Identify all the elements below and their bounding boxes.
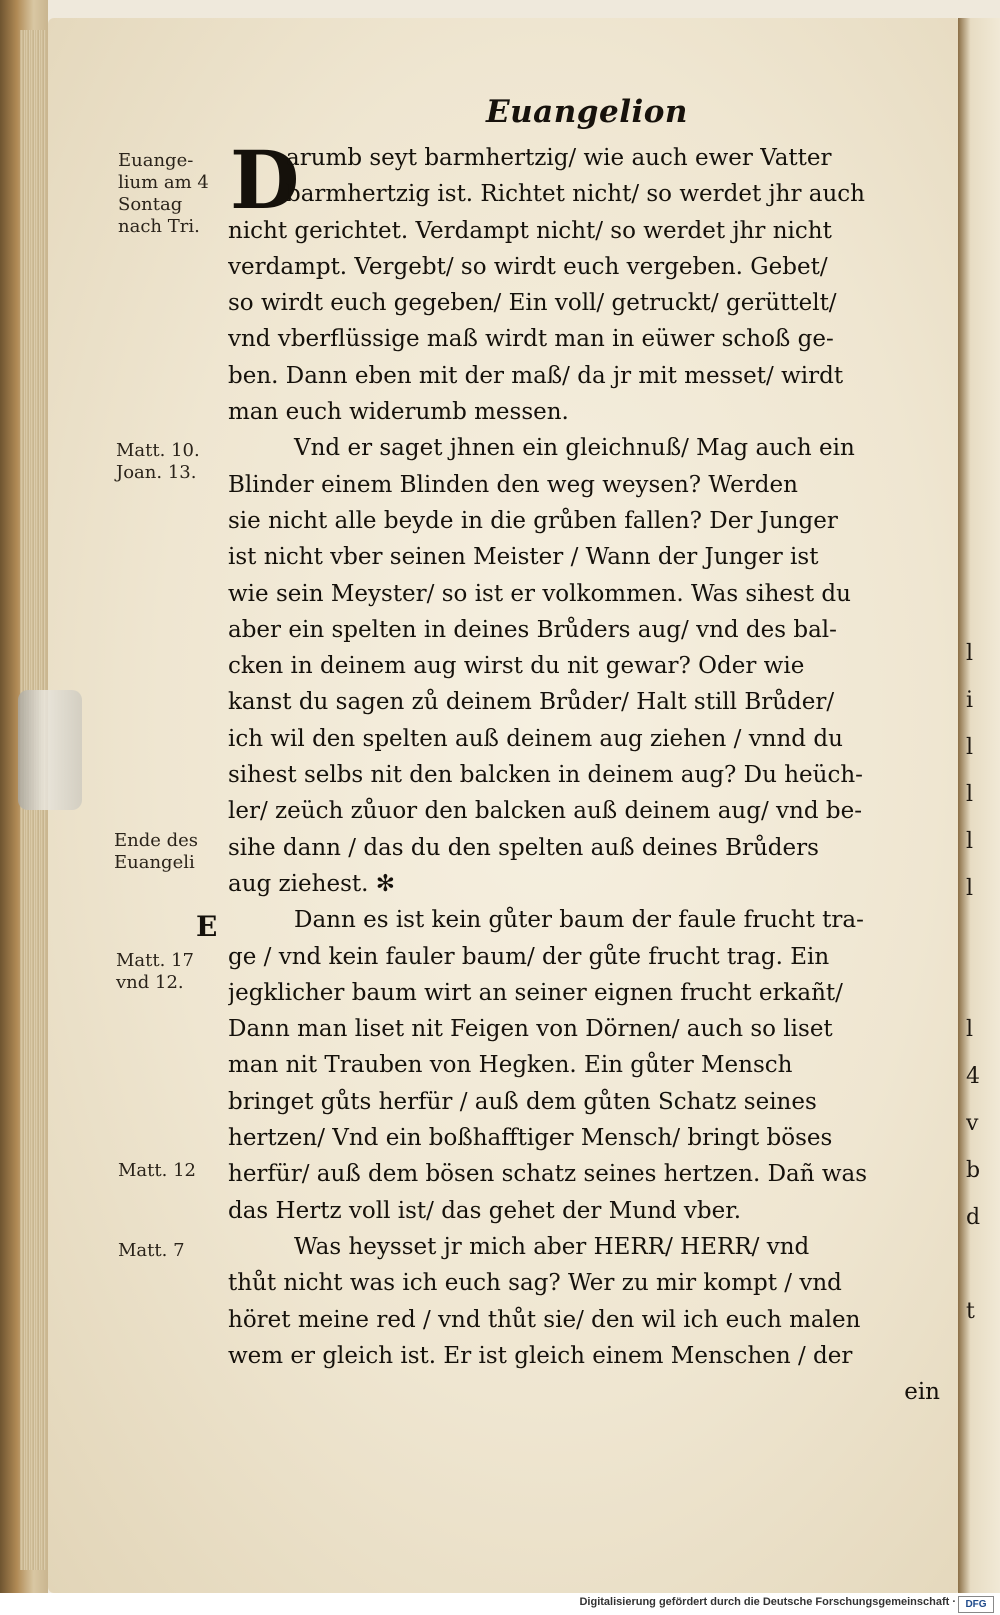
text-line: aug ziehest. ✻ <box>228 870 396 897</box>
text-line: Vnd er saget jhnen ein gleichnuß/ Mag auch ein <box>294 435 855 462</box>
text-line: verdampt. Vergebt/ so wirdt euch vergeben. Gebet/ <box>228 253 828 280</box>
text-line: ge / vnd kein fauler baum/ der gůte frucht trag. Ein <box>228 943 830 970</box>
footer-bar <box>0 1593 1000 1615</box>
text-line: sihest selbs nit den balcken in deinem aug? Du heüch- <box>228 762 863 789</box>
text-line: man nit Trauben von Hegken. Ein gůter Mensch <box>228 1052 793 1079</box>
text-line: man euch widerumb messen. <box>228 399 569 426</box>
text-line: bringet gůts herfür / auß dem gůten Schatz seines <box>228 1088 817 1115</box>
margin-note-reference: Matt. 17 vnd 12. <box>116 950 194 993</box>
text-line: arumb seyt barmhertzig/ wie auch ewer Vatter <box>286 145 832 171</box>
text-line: aber ein spelten in deines Brůders aug/ vnd des bal- <box>228 616 837 643</box>
margin-note-reference: Matt. 10. Joan. 13. <box>116 440 200 483</box>
text-line: höret meine red / vnd thůt sie/ den wil ich euch malen <box>228 1306 861 1333</box>
margin-note-reference: Matt. 7 <box>118 1240 185 1261</box>
text-line: jegklicher baum wirt an seiner eignen frucht erkañt/ <box>228 979 843 1006</box>
text-line: sihe dann / das du den spelten auß deines Brůders <box>228 834 819 861</box>
text-line: barmhertzig ist. Richtet nicht/ so werdet jhr auch <box>286 181 865 208</box>
text-line: so wirdt euch gegeben/ Ein voll/ getruckt/ gerüttelt/ <box>228 290 837 317</box>
margin-note-reference: Matt. 12 <box>118 1160 196 1181</box>
text-line: ben. Dann eben mit der maß/ da jr mit messet/ wirdt <box>228 362 844 389</box>
text-line: Dann man liset nit Feigen von Dörnen/ auch so liset <box>228 1016 833 1043</box>
text-line: vnd vberflüssige maß wirdt man in eüwer schoß ge- <box>228 326 834 353</box>
gospel-marker: E <box>196 910 218 943</box>
catchword: ein <box>904 1379 940 1406</box>
text-line: kanst du sagen zů deinem Brůder/ Halt still Brůder/ <box>228 689 835 716</box>
text-line: ich wil den spelten auß deinem aug ziehen / vnnd du <box>228 725 843 752</box>
text-line: ler/ zeüch zůuor den balcken auß deinem aug/ vnd be- <box>228 798 862 825</box>
text-line: cken in deinem aug wirst du nit gewar? Oder wie <box>228 653 805 680</box>
text-line: Blinder einem Blinden den weg weysen? Werden <box>228 471 798 498</box>
text-line: Dann es ist kein gůter baum der faule frucht tra- <box>294 907 864 934</box>
text-line: nicht gerichtet. Verdampt nicht/ so werdet jhr nicht <box>228 217 832 244</box>
footer-credit: Digitalisierung gefördert durch die Deutsche Forschungsgemeinschaft · <box>579 1596 956 1608</box>
text-line: sie nicht alle beyde in die grůben fallen? Der Junger <box>228 507 838 534</box>
text-line: thůt nicht was ich euch sag? Wer zu mir kompt / vnd <box>228 1270 842 1297</box>
main-text-column <box>228 133 944 1410</box>
margin-note-gospel-start: Euange- lium am 4 Sontag nach Tri. <box>118 150 209 237</box>
text-line: wem er gleich ist. Er ist gleich einem Menschen / der <box>228 1342 853 1369</box>
text-line: Was heysset jr mich aber HERR/ HERR/ vnd <box>294 1233 810 1260</box>
running-head: Euangelion <box>486 94 688 130</box>
facing-page-text: l i l l l l l 4 v b d t <box>966 641 981 1324</box>
book-clasp <box>18 690 82 810</box>
text-line: das Hertz voll ist/ das gehet der Mund vber. <box>228 1197 742 1224</box>
text-line: herfür/ auß dem bösen schatz seines hertzen. Dañ was <box>228 1161 868 1188</box>
margin-note-gospel-end: Ende des Euangeli <box>114 830 199 873</box>
text-line: ist nicht vber seinen Meister / Wann der Junger ist <box>228 544 819 571</box>
text-line: wie sein Meyster/ so ist er volkommen. Was sihest du <box>228 580 851 607</box>
drop-cap: D <box>230 133 300 227</box>
text-line: hertzen/ Vnd ein boßhafftiger Mensch/ bringt böses <box>228 1125 833 1152</box>
dfg-logo: DFG <box>958 1596 994 1613</box>
